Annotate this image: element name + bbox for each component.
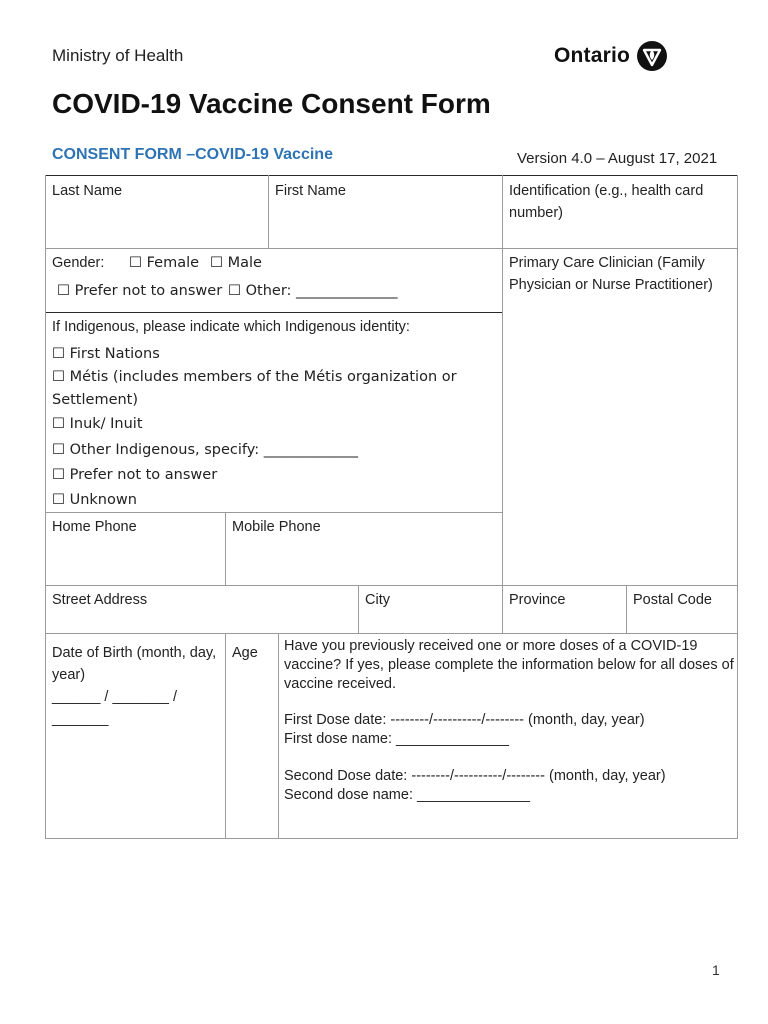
table-divider [225, 633, 226, 839]
form-title: COVID-19 Vaccine Consent Form [52, 88, 491, 119]
table-divider [45, 633, 738, 634]
province-label: Province [509, 592, 566, 608]
age-label: Age [232, 645, 258, 661]
identification-label: Identification (e.g., health card number) [509, 183, 704, 221]
gender-male-checkbox[interactable]: ☐ Male [210, 255, 262, 271]
street-address-field[interactable] [52, 589, 352, 611]
identification-field[interactable] [509, 180, 731, 224]
table-divider [225, 512, 226, 586]
primary-care-label: Primary Care Clinician (Family Physician or Nurse Practitioner) [509, 255, 713, 293]
ministry-label: Ministry of Health [52, 46, 184, 65]
table-divider [358, 585, 359, 634]
home-phone-field[interactable] [52, 516, 220, 538]
table-divider [626, 585, 627, 634]
page-number: 1 [712, 962, 720, 978]
previous-doses-section [284, 637, 735, 805]
table-divider [45, 248, 738, 249]
indigenous-inuit-checkbox[interactable]: ☐ Inuk/ Inuit [52, 416, 143, 433]
dob-label: Date of Birth (month, day, year) [52, 645, 217, 683]
gender-other-checkbox[interactable]: ☐ Other: ______________ [228, 283, 398, 299]
previous-doses-question: Have you previously received one or more doses of a COVID-19 vaccine? If yes, please complete the information below for all doses of vaccine received. [284, 638, 734, 692]
second-dose-name-field[interactable]: Second dose name: ______________ [284, 787, 530, 803]
last-name-field[interactable] [52, 180, 262, 202]
table-divider [45, 312, 502, 313]
indigenous-group [52, 316, 492, 512]
indigenous-prompt: If Indigenous, please indicate which Indigenous identity: [52, 319, 410, 335]
postal-code-field[interactable] [633, 589, 735, 611]
table-divider [45, 512, 502, 513]
indigenous-unknown-checkbox[interactable]: ☐ Unknown [52, 491, 137, 508]
mobile-phone-label: Mobile Phone [232, 519, 321, 535]
dob-blank-line2: _______ [52, 711, 109, 727]
first-name-field[interactable] [275, 180, 495, 202]
mobile-phone-field[interactable] [232, 516, 497, 538]
indigenous-metis-checkbox[interactable]: ☐ Métis (includes members of the Métis organization or Settlement) [52, 369, 457, 408]
form-subtitle: CONSENT FORM –COVID-19 Vaccine [52, 146, 333, 163]
second-dose-date-field[interactable]: Second Dose date: --------/----------/-------- (month, day, year) [284, 768, 666, 784]
first-name-label: First Name [275, 183, 346, 199]
table-border-right [737, 175, 738, 839]
primary-care-field[interactable] [509, 252, 719, 296]
table-border-bottom [45, 838, 738, 839]
indigenous-other-checkbox[interactable]: ☐ Other Indigenous, specify: _____________ [52, 441, 359, 458]
table-border-top [45, 175, 738, 176]
province-field[interactable] [509, 589, 621, 611]
table-divider [278, 633, 279, 839]
table-divider [45, 585, 738, 586]
age-field[interactable] [232, 642, 274, 664]
gender-prefer-checkbox[interactable]: ☐ Prefer not to answer [57, 283, 223, 299]
city-label: City [365, 592, 390, 608]
gender-female-checkbox[interactable]: ☐ Female [129, 255, 200, 271]
brand-name: Ontario [554, 44, 631, 67]
gender-group [52, 252, 497, 302]
home-phone-label: Home Phone [52, 519, 137, 535]
table-divider [268, 175, 269, 249]
table-divider [502, 175, 503, 634]
postal-code-label: Postal Code [633, 592, 712, 608]
dob-blank-line1: ______ / _______ / [52, 689, 177, 705]
ontario-trillium-logo [636, 40, 668, 72]
gender-label: Gender: [52, 255, 105, 271]
first-dose-date-field[interactable]: First Dose date: --------/----------/-------- (month, day, year) [284, 712, 645, 728]
first-dose-name-field[interactable]: First dose name: ______________ [284, 731, 509, 747]
table-border-left [45, 175, 46, 839]
street-address-label: Street Address [52, 592, 148, 608]
last-name-label: Last Name [52, 183, 123, 199]
city-field[interactable] [365, 589, 495, 611]
version-label: Version 4.0 – August 17, 2021 [517, 150, 718, 167]
indigenous-first-nations-checkbox[interactable]: ☐ First Nations [52, 346, 160, 362]
dob-field[interactable] [52, 642, 220, 730]
indigenous-prefer-checkbox[interactable]: ☐ Prefer not to answer [52, 467, 218, 484]
ontario-brand [554, 40, 668, 72]
